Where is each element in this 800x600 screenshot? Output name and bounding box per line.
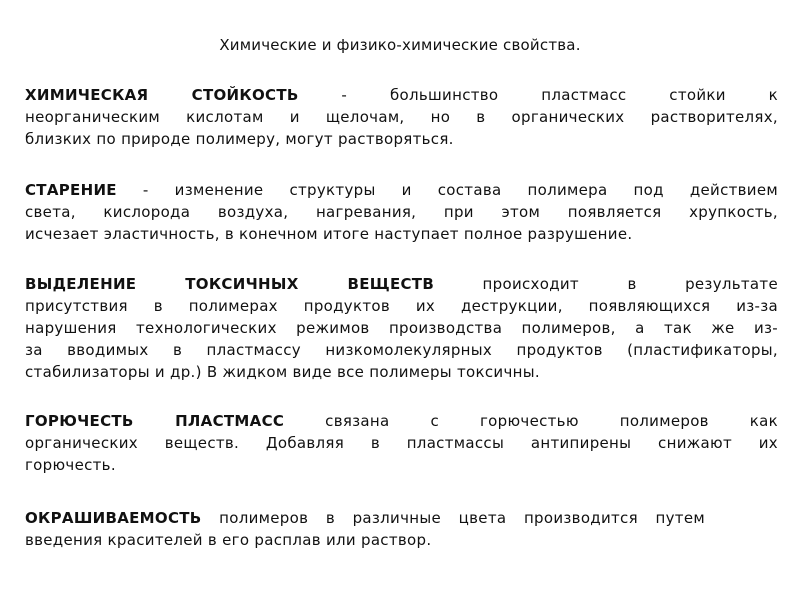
paragraph-line: стабилизаторы и др.) В жидком виде все полимеры токсичны. <box>25 363 540 381</box>
paragraph-line: присутствия в полимерах продуктов их деструкции, появляющихся из-за <box>25 297 778 315</box>
paragraph-aging <box>25 179 778 245</box>
line-text: происходит в результате <box>434 275 778 293</box>
line-text: связана с горючестью полимеров как <box>284 412 778 430</box>
paragraph-line: органических веществ. Добавляя в пластмассы антипирены снижают их <box>25 434 778 452</box>
paragraph-chemical-resistance <box>25 84 778 150</box>
term-heading: ОКРАШИВАЕМОСТЬ <box>25 509 202 527</box>
term-heading: ГОРЮЧЕСТЬ ПЛАСТМАСС <box>25 412 285 430</box>
paragraph-toxic-release <box>25 273 778 383</box>
line-text: полимеров в различные цвета производится путем <box>201 509 705 527</box>
paragraph-line: введения красителей в его расплав или раствор. <box>25 531 432 549</box>
paragraph-line <box>25 410 778 432</box>
paragraph-line <box>25 273 778 295</box>
term-heading: ВЫДЕЛЕНИЕ ТОКСИЧНЫХ ВЕЩЕСТВ <box>25 275 435 293</box>
paragraph-line: нарушения технологических режимов производства полимеров, а так же из- <box>25 319 778 337</box>
paragraph-line: исчезает эластичность, в конечном итоге наступает полное разрушение. <box>25 225 633 243</box>
paragraph-line: неорганическим кислотам и щелочам, но в органических растворителях, <box>25 108 778 126</box>
paragraph-line: света, кислорода воздуха, нагревания, при этом появляется хрупкость, <box>25 203 778 221</box>
paragraph-line <box>25 179 778 201</box>
paragraph-line: за вводимых в пластмассу низкомолекулярных продуктов (пластификаторы, <box>25 341 778 359</box>
term-heading: ХИМИЧЕСКАЯ СТОЙКОСТЬ <box>25 86 299 104</box>
line-text: - изменение структуры и состава полимера под действием <box>116 181 778 199</box>
paragraph-line: горючесть. <box>25 456 116 474</box>
paragraph-line <box>25 507 705 529</box>
paragraph-line: близких по природе полимеру, могут растворяться. <box>25 130 454 148</box>
paragraph-flammability <box>25 410 778 476</box>
line-text: - большинство пластмасс стойки к <box>298 86 778 104</box>
paragraph-dyeability <box>25 507 778 551</box>
paragraph-line <box>25 84 778 106</box>
slide-title: Химические и физико-химические свойства. <box>219 36 581 54</box>
term-heading: СТАРЕНИЕ <box>25 181 117 199</box>
